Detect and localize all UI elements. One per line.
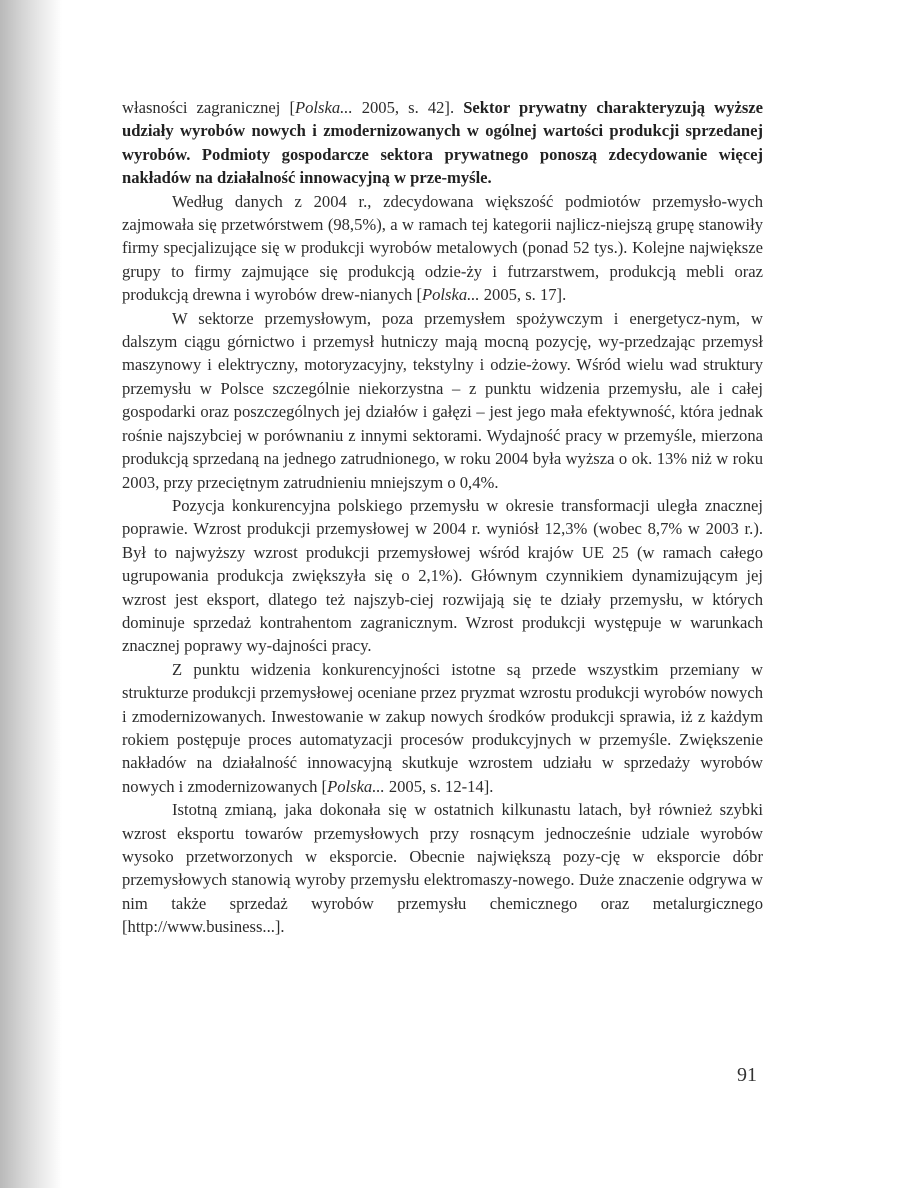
p1-bold-text: Sektor prywatny charakteryzują wyższe udziały wyrobów nowych i zmodernizowanych w ogólnej wartości produkcji sprzedanej wyrobów. Podmioty gospodarcze sektora prywatnego ponoszą zdecydowanie więcej nakładów na działalność innowacyjną w prze-myśle. <box>122 98 764 188</box>
paragraph-4: Pozycja konkurencyjna polskiego przemysłu w okresie transformacji uległa znacznej poprawie. Wzrost produkcji przemysłowej w 2004 r. wyniósł 12,3% (wobec 8,7% w 2003 r.). Był to najwyższy wzrost produkcji przemysłowej wśród krajów UE 25 (w ramach całego ugrupowania produkcja zwiększyła się o 2,1%). Głównym czynnikiem dynamizującym jej wzrost jest eksport, dlatego też najszyb-ciej rozwijają się te działy przemysłu, w których dominuje sprzedaż kontrahentom zagranicznym. Wzrost produkcji występuje w warunkach znacznej poprawy wy-dajności pracy. <box>122 495 763 656</box>
p5-citation-italic: Polska... <box>327 776 385 796</box>
body-text <box>122 96 763 939</box>
paragraph-6: Istotną zmianą, jaka dokonała się w ostatnich kilkunastu latach, był również szybki wzrost eksportu towarów przemysłowych przy rosnącym jednocześnie udziale wyrobów wysoko przetworzonych w eksporcie. Obecnie największą pozy-cję w eksporcie dóbr przemysłowych stanowią wyroby przemysłu elektromaszy-nowego. Duże znaczenie odgrywa w nim także sprzedaż wyrobów przemysłu chemicznego oraz metalurgicznego [http://www.business...]. <box>122 800 763 937</box>
p1-citation: 2005, s. 42]. <box>352 98 464 117</box>
p2-text: Według danych z 2004 r., zdecydowana większość podmiotów przemysło-wych zajmowała się przetwórstwem (98,5%), a w ramach tej kategorii najlicz-niejszą grupę stanowiły firmy specjalizujące się w produkcji wyrobów metalowych (ponad 52 tys.). Kolejne największe grupy to firmy zajmujące się produkcją odzie-ży i futrzarstwem, produkcją mebli oraz produkcją drewna i wyrobów drew-nianych [ <box>122 191 763 305</box>
paragraph-3: W sektorze przemysłowym, poza przemysłem spożywczym i energetycz-nym, w dalszym ciągu górnictwo i przemysł hutniczy mają mocną pozycję, wy-przedzając przemysł maszynowy i elektryczny, motoryzacyjny, tekstylny i odzie-żowy. Wśród wielu wad struktury przemysłu w Polsce szczególnie niekorzystna – z punktu widzenia przemysłu, ale i całej gospodarki oraz poszczególnych jej działów i gałęzi – jest jego mała efektywność, która jednak rośnie najszybciej w porównaniu z innymi sektorami. Wydajność pracy w przemyśle, mierzona produkcją sprzedaną na jednego zatrudnionego, w roku 2004 była wyższa o ok. 13% niż w roku 2003, przy przeciętnym zatrudnieniu mniejszym o 0,4%. <box>122 308 763 492</box>
p5-text: Z punktu widzenia konkurencyjności istotne są przede wszystkim przemiany w strukturze produkcji przemysłowej oceniane przez pryzmat wzrostu produkcji wyrobów nowych i zmodernizowanych. Inwestowanie w zakup nowych środków produkcji sprawia, iż z każdym rokiem postępuje proces automatyzacji procesów produkcyjnych w przemyśle. Zwiększenie nakładów na działalność innowacyjną skutkuje wzrostem udziału w sprzedaży wyrobów nowych i zmodernizowanych [ <box>122 659 763 796</box>
paragraph-1 <box>122 96 763 190</box>
p1-text: własności zagranicznej [ <box>122 98 295 117</box>
p5-citation: 2005, s. 12-14]. <box>384 776 494 796</box>
p2-citation: 2005, s. 17]. <box>479 285 567 305</box>
page-number: 91 <box>737 1064 757 1086</box>
paragraph-2 <box>122 190 763 307</box>
book-gutter-shadow <box>0 0 62 1188</box>
paragraph-5 <box>122 658 763 798</box>
p2-citation-italic: Polska... <box>421 285 480 305</box>
p1-citation-italic: Polska... <box>295 98 353 117</box>
